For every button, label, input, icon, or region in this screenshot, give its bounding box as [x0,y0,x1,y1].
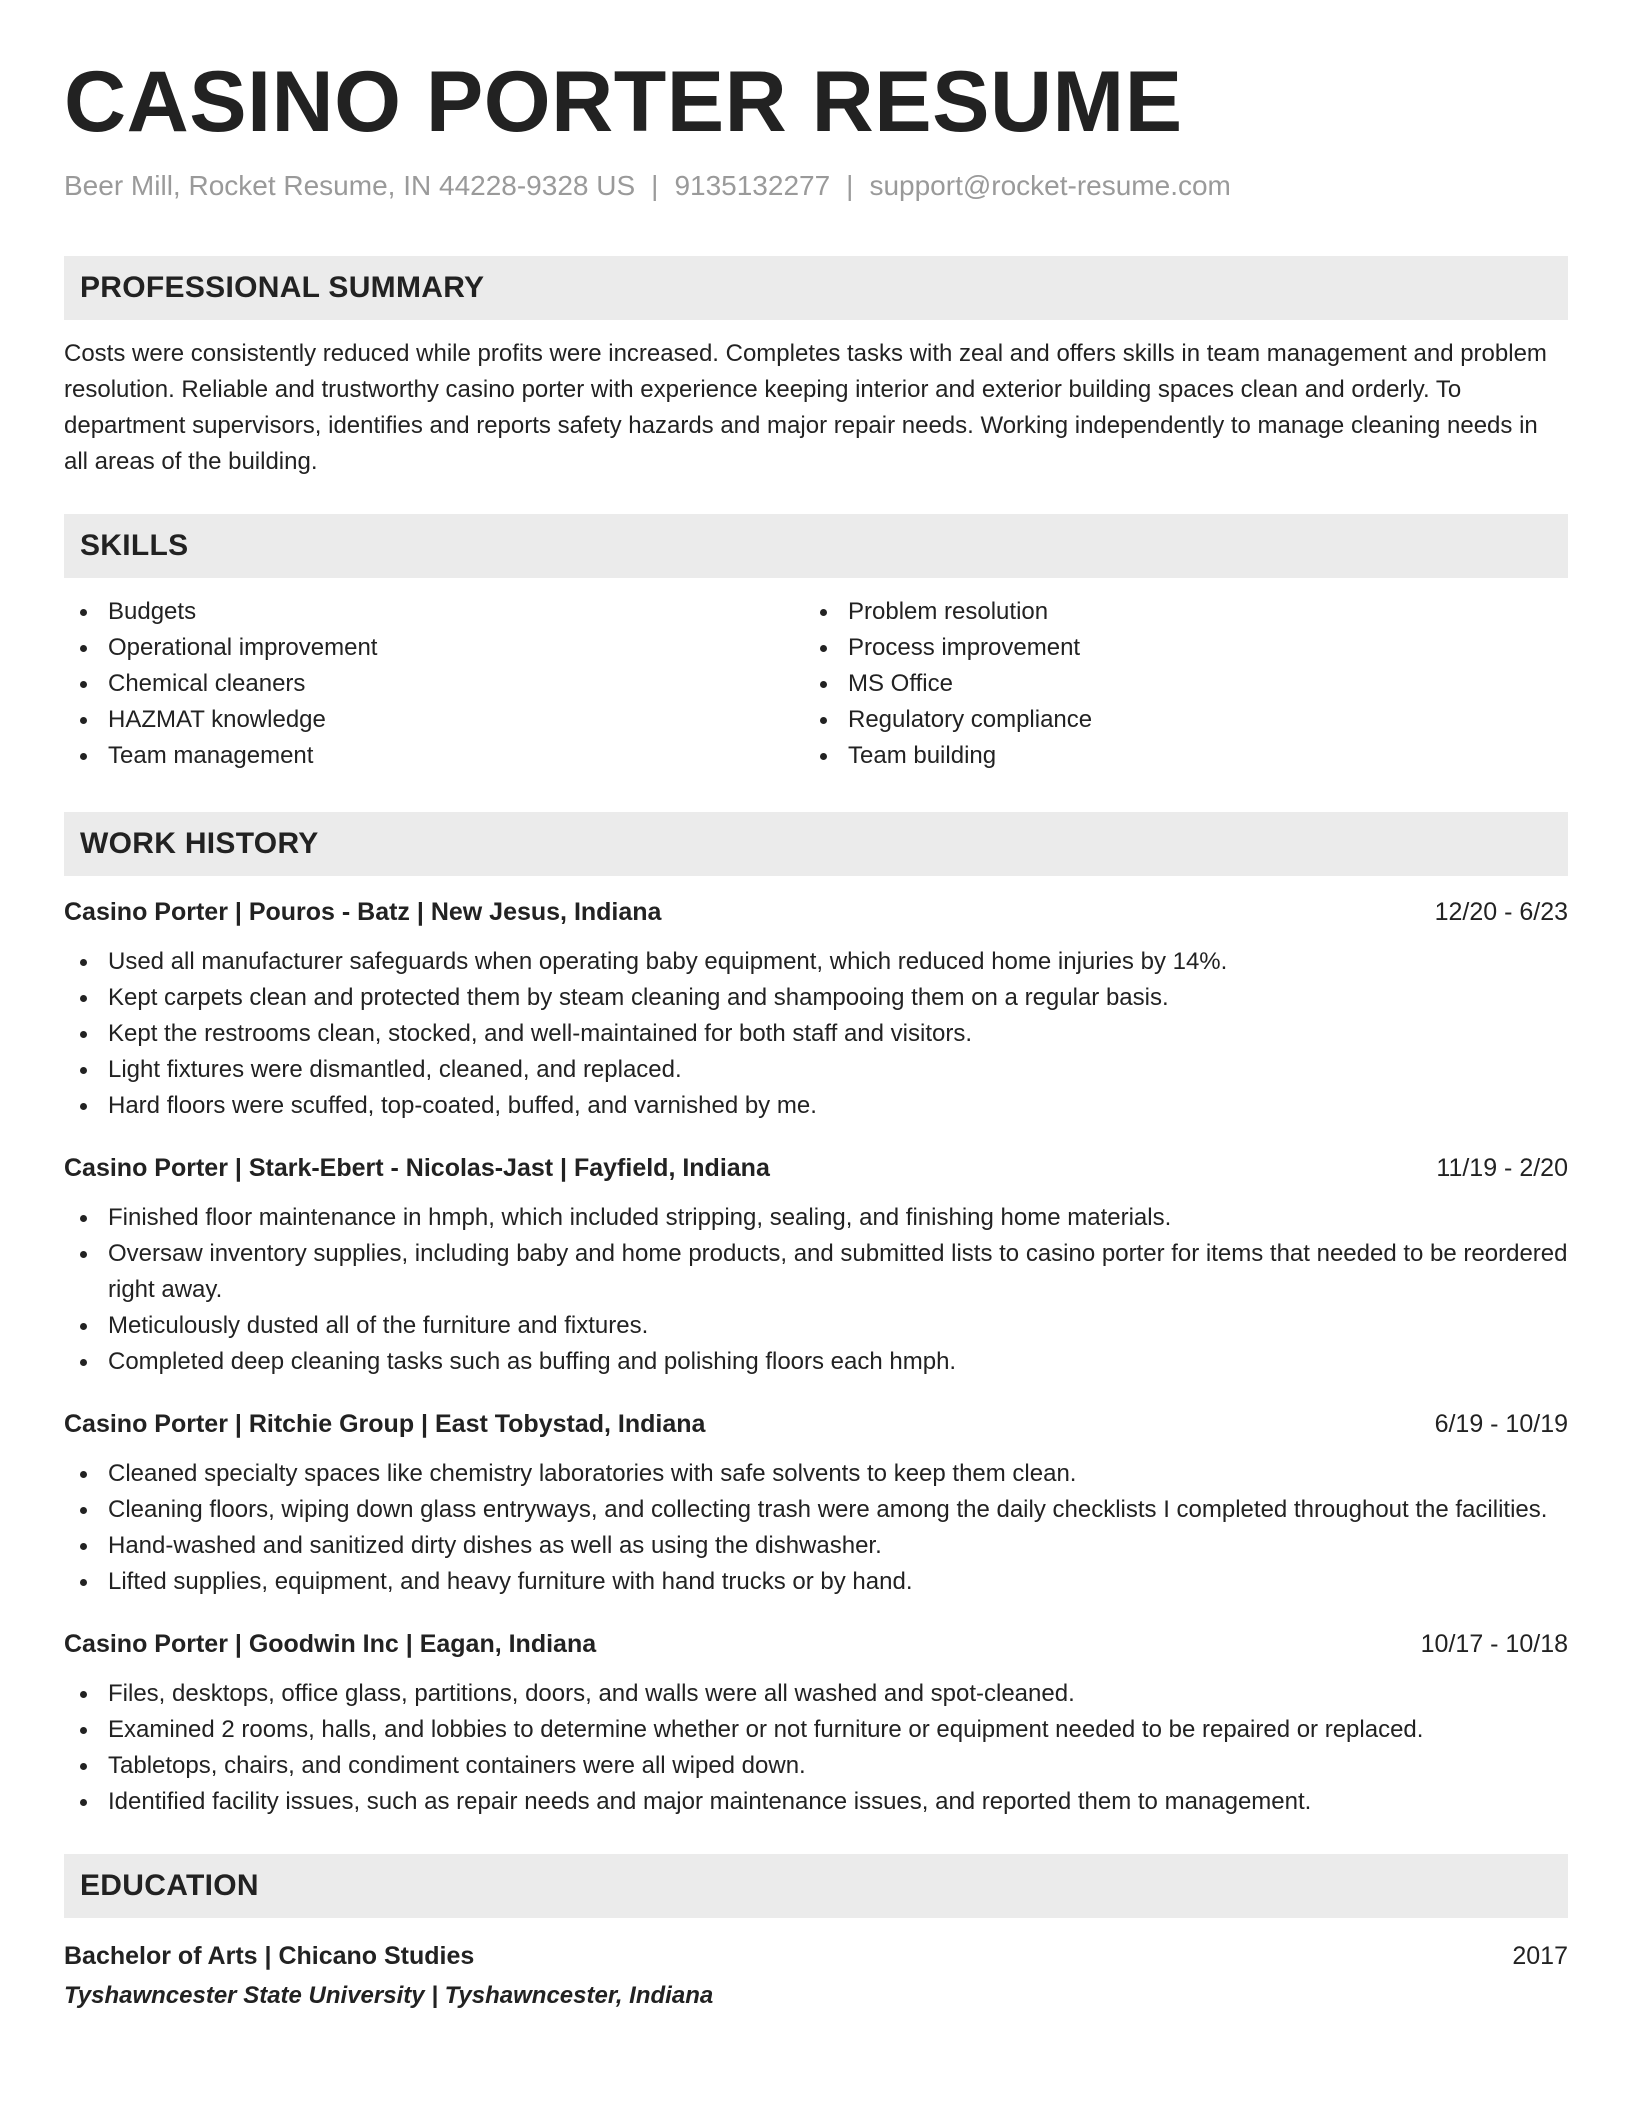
skill-item: Team building [804,738,1544,774]
skill-item: Regulatory compliance [804,702,1544,738]
job-bullet: Identified facility issues, such as repair needs and major maintenance issues, and reported them to management. [64,1784,1568,1820]
contact-phone: 9135132277 [674,170,831,201]
skills-list [64,594,1568,774]
job-title: Casino Porter | Ritchie Group | East Tobystad, Indiana [64,1410,706,1438]
job-bullet: Tabletops, chairs, and condiment containers were all wiped down. [64,1748,1568,1784]
job-bullets [64,1676,1568,1820]
job-bullet: Completed deep cleaning tasks such as buffing and polishing floors each hmph. [64,1344,1568,1380]
section-heading-work-history: WORK HISTORY [64,812,1568,876]
skill-item: Process improvement [804,630,1544,666]
contact-separator: | [846,170,854,201]
job-header [64,1150,1568,1186]
job-entry [64,1150,1568,1380]
job-title: Casino Porter | Goodwin Inc | Eagan, Indiana [64,1630,597,1658]
skills-column-right [804,594,1544,774]
job-bullet: Light fixtures were dismantled, cleaned, and replaced. [64,1052,1568,1088]
skill-item: Chemical cleaners [64,666,804,702]
job-bullet: Hand-washed and sanitized dirty dishes as well as using the dishwasher. [64,1528,1568,1564]
skill-item: HAZMAT knowledge [64,702,804,738]
job-title: Casino Porter | Stark-Ebert - Nicolas-Jast | Fayfield, Indiana [64,1154,770,1182]
contact-address: Beer Mill, Rocket Resume, IN 44228-9328 US [64,170,636,201]
job-bullet: Cleaned specialty spaces like chemistry laboratories with safe solvents to keep them clean. [64,1456,1568,1492]
education-header [64,1936,1568,1976]
job-entry [64,1406,1568,1600]
education-degree: Bachelor of Arts | Chicano Studies [64,1942,475,1970]
skill-item: Problem resolution [804,594,1544,630]
job-dates: 6/19 - 10/19 [1434,1410,1568,1438]
job-dates: 12/20 - 6/23 [1434,898,1568,926]
job-header [64,894,1568,930]
resume-title: CASINO PORTER RESUME [64,54,1183,150]
job-dates: 11/19 - 2/20 [1436,1154,1568,1182]
job-header [64,1626,1568,1662]
job-bullets [64,1456,1568,1600]
section-heading-skills: SKILLS [64,514,1568,578]
section-heading-education: EDUCATION [64,1854,1568,1918]
job-bullet: Cleaning floors, wiping down glass entryways, and collecting trash were among the daily checklists I completed throughout the facilities. [64,1492,1568,1528]
job-bullet: Examined 2 rooms, halls, and lobbies to determine whether or not furniture or equipment needed to be repaired or replaced. [64,1712,1568,1748]
job-bullet: Finished floor maintenance in hmph, which included stripping, sealing, and finishing home materials. [64,1200,1568,1236]
skill-item: Budgets [64,594,804,630]
job-title: Casino Porter | Pouros - Batz | New Jesus, Indiana [64,898,662,926]
job-bullet: Hard floors were scuffed, top-coated, buffed, and varnished by me. [64,1088,1568,1124]
contact-email: support@rocket-resume.com [869,170,1231,201]
job-bullet: Oversaw inventory supplies, including baby and home products, and submitted lists to casino porter for items that needed to be reordered right away. [64,1236,1568,1308]
job-bullet: Files, desktops, office glass, partitions, doors, and walls were all washed and spot-cleaned. [64,1676,1568,1712]
job-bullet: Lifted supplies, equipment, and heavy furniture with hand trucks or by hand. [64,1564,1568,1600]
job-header [64,1406,1568,1442]
skills-column-left [64,594,804,774]
job-entry [64,1626,1568,1820]
job-bullet: Kept carpets clean and protected them by steam cleaning and shampooing them on a regular basis. [64,980,1568,1016]
skill-item: Team management [64,738,804,774]
job-bullet: Kept the restrooms clean, stocked, and well-maintained for both staff and visitors. [64,1016,1568,1052]
summary-text: Costs were consistently reduced while profits were increased. Completes tasks with zeal and offers skills in team management and problem resolution. Reliable and trustworthy casino porter with experience keeping interior and exterior building spaces clean and orderly. To department supervisors, identifies and reports safety hazards and major repair needs. Working independently to manage cleaning needs in all areas of the building. [64,340,1547,475]
contact-separator: | [651,170,659,201]
section-heading-summary: PROFESSIONAL SUMMARY [64,256,1568,320]
job-bullets [64,944,1568,1124]
job-bullet: Meticulously dusted all of the furniture and fixtures. [64,1308,1568,1344]
education-year: 2017 [1512,1942,1568,1970]
education-entry [64,1936,1568,2016]
skill-item: MS Office [804,666,1544,702]
contact-line [64,168,1568,204]
job-entry [64,894,1568,1124]
job-dates: 10/17 - 10/18 [1420,1630,1568,1658]
job-bullets [64,1200,1568,1380]
education-school: Tyshawncester State University | Tyshawncester, Indiana [64,1982,714,2009]
skill-item: Operational improvement [64,630,804,666]
job-bullet: Used all manufacturer safeguards when operating baby equipment, which reduced home injuries by 14%. [64,944,1568,980]
